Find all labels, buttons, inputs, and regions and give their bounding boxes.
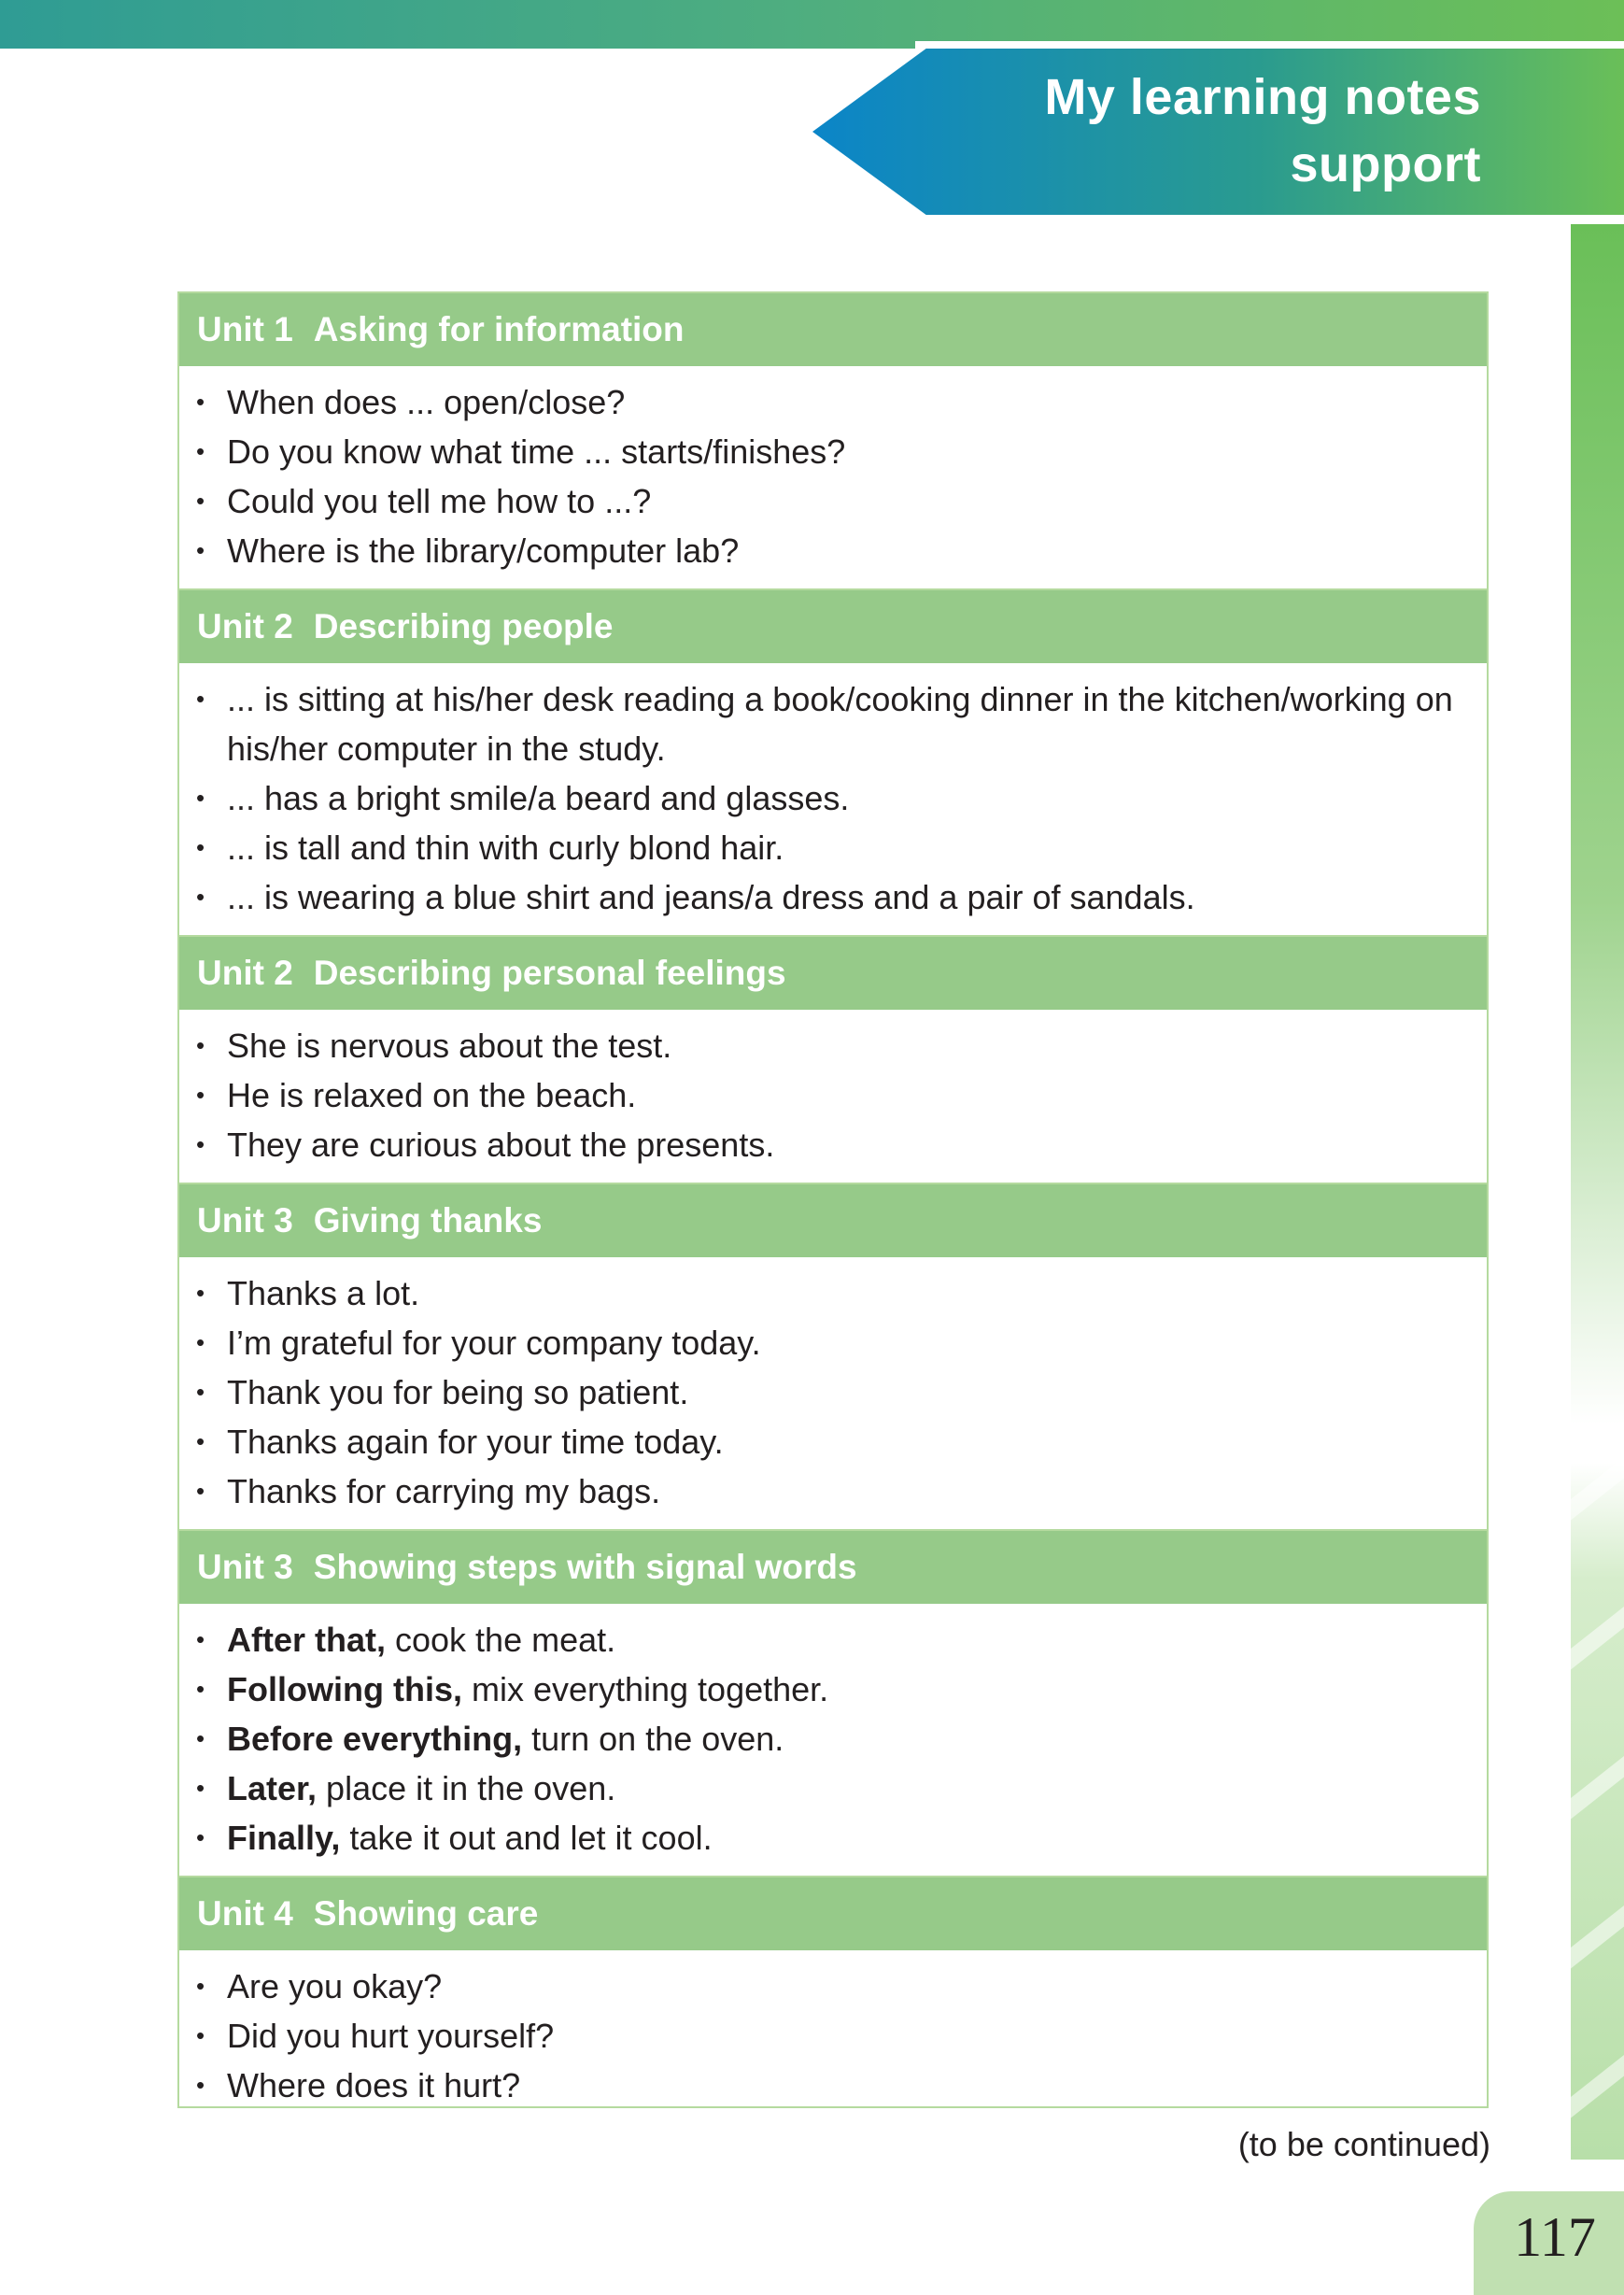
list-item-text: ... is tall and thin with curly blond hair. [227,829,784,867]
section-body [179,1010,1487,1183]
list-item [196,1813,1476,1863]
list-item-text: She is nervous about the test. [227,1027,672,1065]
section-header [179,1529,1487,1604]
side-decoration-band [1571,224,1624,2160]
continued-note: (to be continued) [1237,2125,1490,2163]
unit-label: Unit 3 [197,1548,293,1586]
bullet-icon: • [196,1625,205,1653]
list-item-text: He is relaxed on the beach. [227,1076,637,1114]
signal-word: Before everything, [227,1720,523,1758]
list-item-text: ... is sitting at his/her desk reading a book/cooking dinner in the kitchen/working on his/her computer in the study. [227,680,1453,768]
list-item-text: Do you know what time ... starts/finishes? [227,432,846,471]
list-item-text: When does ... open/close? [227,383,626,421]
list-item [196,1615,1476,1665]
list-item [196,1962,1476,2011]
bullet-icon: • [196,2021,205,2049]
unit-label: Unit 2 [197,607,293,645]
list-item-text: take it out and let it cool. [340,1819,713,1857]
list-item [196,2061,1476,2110]
bullet-icon: • [196,883,205,911]
bullet-icon: • [196,1081,205,1109]
unit-label: Unit 2 [197,954,293,992]
bullet-icon: • [196,1477,205,1505]
bullet-icon: • [196,536,205,564]
signal-word: Later, [227,1769,318,1807]
page-number: 117 [1514,2206,1596,2268]
section-header [179,935,1487,1010]
list-item-text: mix everything together. [461,1670,829,1708]
list-item-text: Could you tell me how to ...? [227,482,652,520]
list-item-text: cook the meat. [386,1621,616,1659]
section-header [179,588,1487,663]
section-title: Giving thanks [313,1201,543,1240]
section-title: Showing care [313,1894,539,1933]
section-body [179,1950,1487,2123]
section-body [179,663,1487,935]
list-item-text: turn on the oven. [522,1720,784,1758]
list-item [196,2011,1476,2061]
page-title-line-2: support [1290,136,1481,192]
bullet-icon: • [196,1774,205,1802]
list-item [196,1120,1476,1169]
bullet-icon: • [196,1972,205,2000]
list-item [196,1367,1476,1417]
bullet-icon: • [196,2071,205,2099]
list-item [196,1021,1476,1070]
learning-notes-table [177,291,1489,2108]
title-banner-edge [915,41,1624,49]
list-item-text: ... is wearing a blue shirt and jeans/a dress and a pair of sandals. [227,878,1195,916]
section-body [179,1604,1487,1876]
bullet-icon: • [196,1675,205,1703]
bullet-icon: • [196,784,205,812]
list-item [196,1318,1476,1367]
signal-word: After that, [227,1621,386,1659]
list-item [196,526,1476,575]
list-item-text: Thanks for carrying my bags. [227,1472,661,1510]
list-item [196,1417,1476,1466]
bullet-icon: • [196,388,205,416]
page-title-line-1: My learning notes [1044,69,1481,125]
list-item [196,674,1476,773]
list-item [196,1665,1476,1714]
bullet-icon: • [196,1427,205,1455]
bullet-icon: • [196,1378,205,1406]
list-item [196,1070,1476,1120]
list-item [196,1466,1476,1516]
signal-word: Following this, [227,1670,462,1708]
section-header [179,293,1487,366]
bullet-icon: • [196,487,205,515]
section-header [179,1876,1487,1950]
list-item-text: ... has a bright smile/a beard and glasses. [227,779,850,817]
unit-label: Unit 4 [197,1894,293,1933]
list-item [196,427,1476,476]
unit-label: Unit 1 [197,310,293,348]
bullet-icon: • [196,1130,205,1158]
list-item-text: Did you hurt yourself? [227,2017,555,2055]
list-item-text: Where does it hurt? [227,2066,521,2104]
section-body [179,1257,1487,1529]
bullet-icon: • [196,1724,205,1752]
list-item-text: Where is the library/computer lab? [227,531,740,570]
section-title: Asking for information [313,310,685,348]
list-item [196,823,1476,872]
section-header [179,1183,1487,1257]
bullet-icon: • [196,1328,205,1356]
list-item [196,1714,1476,1764]
list-item-text: Thanks again for your time today. [227,1423,724,1461]
bullet-icon: • [196,1823,205,1851]
list-item [196,872,1476,922]
list-item-text: Thank you for being so patient. [227,1373,689,1411]
section-title: Describing people [313,607,614,645]
bullet-icon: • [196,437,205,465]
list-item-text: place it in the oven. [317,1769,616,1807]
list-item [196,1764,1476,1813]
list-item [196,1268,1476,1318]
list-item-text: I’m grateful for your company today. [227,1324,761,1362]
list-item-text: Thanks a lot. [227,1274,420,1312]
bullet-icon: • [196,833,205,861]
list-item-text: They are curious about the presents. [227,1126,775,1164]
bullet-icon: • [196,1279,205,1307]
bullet-icon: • [196,685,205,713]
list-item [196,377,1476,427]
section-title: Showing steps with signal words [313,1548,857,1586]
section-body [179,366,1487,588]
bullet-icon: • [196,1031,205,1059]
list-item [196,773,1476,823]
page-title [921,64,1481,198]
signal-word: Finally, [227,1819,341,1857]
list-item-text: Are you okay? [227,1967,443,2005]
unit-label: Unit 3 [197,1201,293,1240]
section-title: Describing personal feelings [313,954,786,992]
list-item [196,476,1476,526]
